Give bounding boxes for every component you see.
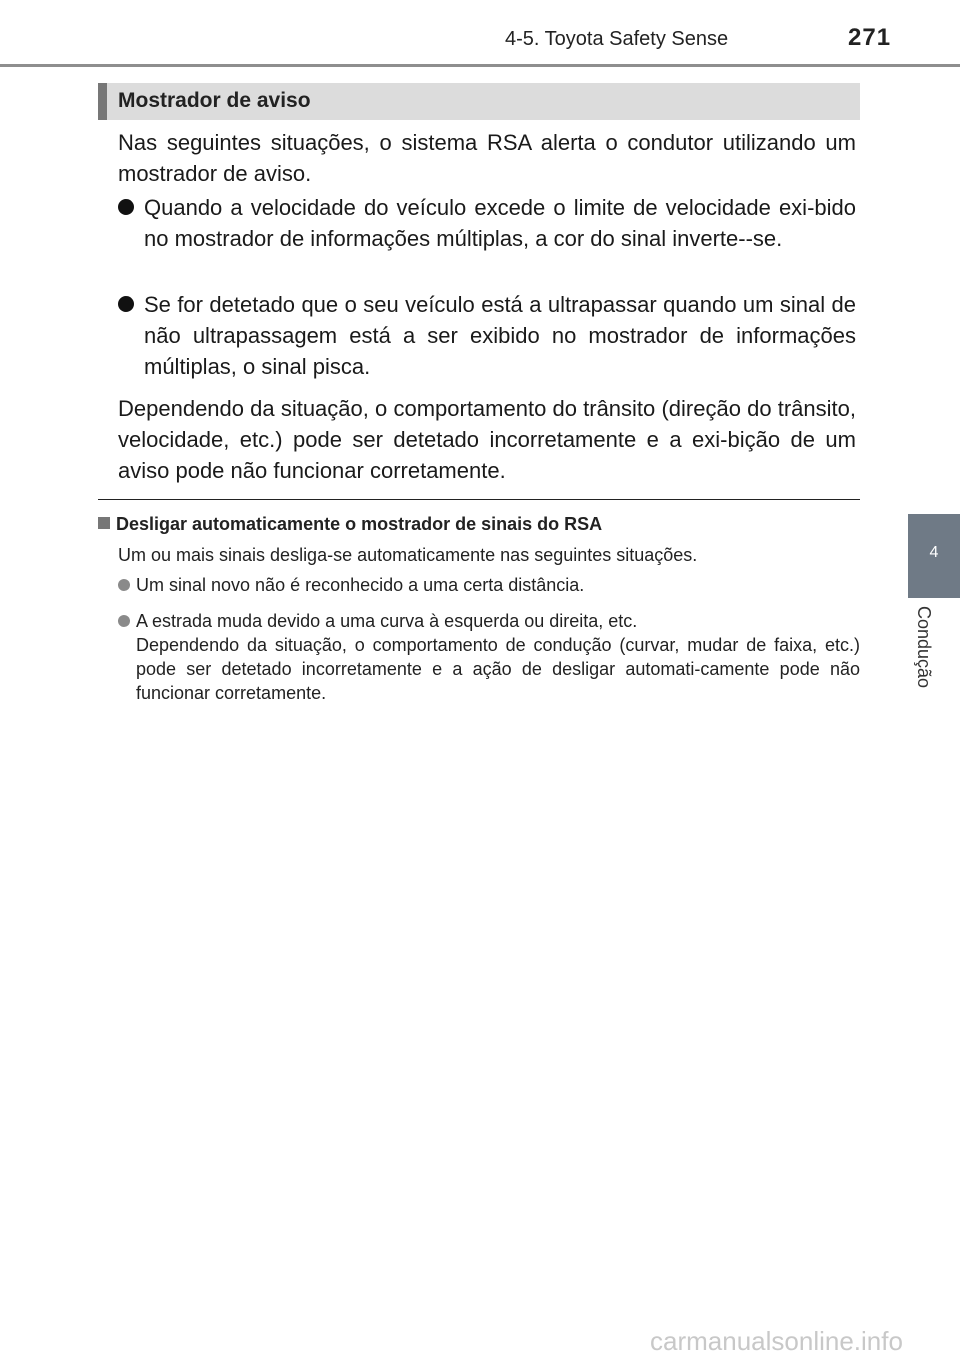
chapter-tab	[908, 514, 960, 598]
chapter-number: 4	[929, 544, 939, 561]
bullet-dot-icon	[118, 296, 134, 312]
page-number: 271	[848, 24, 892, 51]
section-heading-bar	[98, 83, 860, 120]
chapter-label: Condução	[914, 606, 934, 689]
header-section-title: 4-5. Toyota Safety Sense	[505, 28, 729, 50]
bullet-item	[118, 289, 856, 382]
note-bullet-detail: Dependendo da situação, o comportamento de condução (curvar, mudar de faixa, etc.) pode ser detetado incorretamente e a ação de desligar automati-camente pode não funcionar corretamente.	[136, 635, 860, 703]
note-bullet-text: Um sinal novo não é reconhecido a uma certa distância.	[136, 575, 585, 595]
note-square-icon	[98, 517, 110, 529]
note-bullet-dot-icon	[118, 615, 130, 627]
section-intro: Nas seguintes situações, o sistema RSA alerta o condutor utilizando um mostrador de aviso.	[118, 130, 856, 186]
bullet-dot-icon	[118, 199, 134, 215]
section-closing: Dependendo da situação, o comportamento do trânsito (direção do trânsito, velocidade, etc.) pode ser detetado incorretamente e a exi-bição de um aviso pode não funcionar corretamente.	[118, 396, 856, 483]
note-intro: Um ou mais sinais desliga-se automaticamente nas seguintes situações.	[118, 545, 698, 565]
note-bullet-dot-icon	[118, 579, 130, 591]
bullet-text: Se for detetado que o seu veículo está a ultrapassar quando um sinal de não ultrapassagem está a ser exibido no mostrador de informações múltiplas, o sinal pisca.	[144, 292, 856, 379]
section-heading-accent	[98, 83, 107, 120]
note-bullet-item	[118, 573, 860, 597]
note-title-text: Desligar automaticamente o mostrador de sinais do RSA	[116, 514, 603, 534]
watermark: carmanualsonline.info	[650, 1326, 903, 1356]
note-bullet-text: A estrada muda devido a uma curva à esquerda ou direita, etc.	[136, 611, 638, 631]
note-title	[98, 514, 602, 535]
section-title: Mostrador de aviso	[118, 89, 311, 112]
bullet-item	[118, 192, 856, 254]
header-rule	[0, 64, 960, 67]
note-bullet-item	[118, 609, 860, 705]
section-divider	[98, 499, 860, 500]
bullet-text: Quando a velocidade do veículo excede o limite de velocidade exi-bido no mostrador de informações múltiplas, a cor do sinal inverte--se.	[144, 195, 856, 251]
chapter-label-container	[908, 600, 960, 800]
